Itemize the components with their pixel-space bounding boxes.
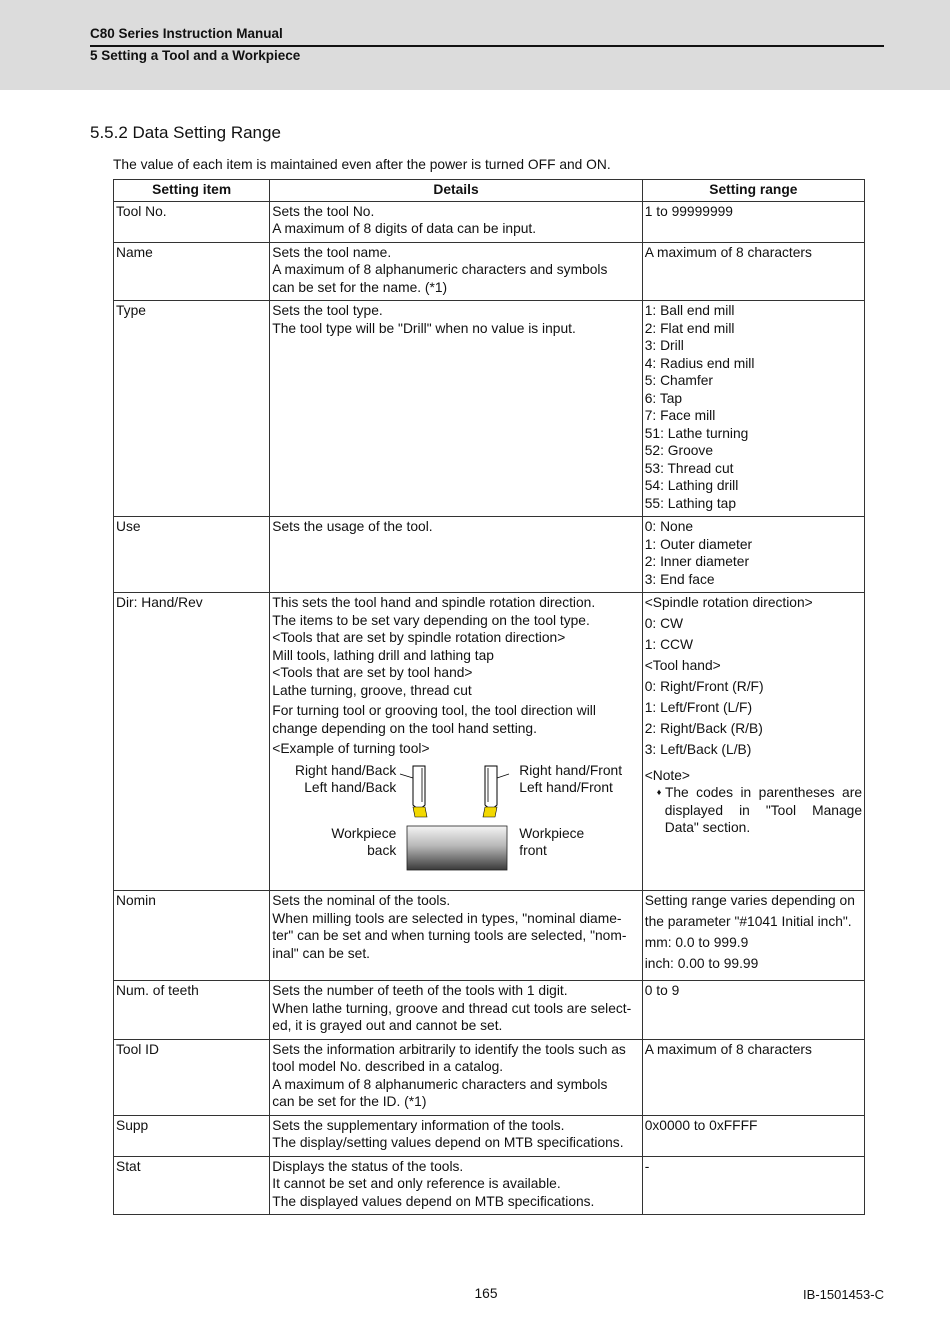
table-row xyxy=(114,301,865,517)
details-line: A maximum of 8 alphanumeric characters and symbols xyxy=(272,262,608,277)
left-tool-icon xyxy=(400,766,427,817)
section-intro: The value of each item is maintained even after the power is turned OFF and ON. xyxy=(113,157,611,172)
note-text: The codes in parentheses are displayed in "Tool Manage Data" section. xyxy=(664,785,862,835)
range-line: 1: CCW xyxy=(644,637,694,652)
note-heading: <Note> xyxy=(644,767,690,783)
setting-range-cell xyxy=(642,242,864,301)
table-row xyxy=(114,201,865,242)
details-cell xyxy=(270,301,642,517)
setting-item-cell: Dir: Hand/Rev xyxy=(114,593,270,891)
details-line: Sets the tool type. xyxy=(272,303,383,318)
range-line: 0x0000 to 0xFFFF xyxy=(644,1117,758,1133)
details-line: This sets the tool hand and spindle rotation direction. xyxy=(272,595,596,610)
range-line: A maximum of 8 characters xyxy=(644,1041,812,1057)
table-row xyxy=(114,593,865,891)
details-cell xyxy=(270,517,642,593)
example-heading: <Example of turning tool> xyxy=(272,741,430,756)
details-line: The tool type will be "Drill" when no value is input. xyxy=(272,320,576,336)
header-divider xyxy=(90,45,884,47)
range-line: 0: None xyxy=(644,519,694,534)
details-cell xyxy=(270,891,642,981)
table-row xyxy=(114,242,865,301)
table-row xyxy=(114,1115,865,1156)
details-line: ed, it is grayed out and cannot be set. xyxy=(272,1018,503,1033)
workpiece-icon xyxy=(407,826,507,870)
range-line: 2: Flat end mill xyxy=(644,320,735,336)
details-line: When lathe turning, groove and thread cut tools are select- xyxy=(272,1000,632,1016)
range-line: 3: Drill xyxy=(644,338,684,353)
header-setting-range: Setting range xyxy=(642,180,864,202)
range-line: 1: Ball end mill xyxy=(644,303,735,318)
range-line: 6: Tap xyxy=(644,390,683,406)
setting-item-cell: Tool No. xyxy=(114,201,270,242)
note-bullet-icon: ♦ xyxy=(656,787,665,797)
setting-item-cell: Stat xyxy=(114,1156,270,1215)
data-setting-range-table xyxy=(113,179,865,1215)
range-line: 2: Inner diameter xyxy=(644,554,750,569)
label-workpiece-front-2: front xyxy=(519,843,547,858)
range-line: 54: Lathing drill xyxy=(644,478,739,493)
range-line: 1 to 99999999 xyxy=(644,203,733,219)
details-line: Sets the supplementary information of the tools. xyxy=(272,1117,565,1133)
note-body xyxy=(645,784,862,837)
table-header-row xyxy=(114,180,865,202)
range-line: mm: 0.0 to 999.9 xyxy=(644,935,749,950)
label-workpiece-front: Workpiece xyxy=(519,825,585,841)
range-line: inch: 0.00 to 99.99 xyxy=(644,956,759,971)
setting-item-cell: Num. of teeth xyxy=(114,981,270,1040)
range-line: 4: Radius end mill xyxy=(644,355,755,371)
details-line: A maximum of 8 digits of data can be input. xyxy=(272,221,537,236)
range-line: 3: End face xyxy=(644,571,715,587)
label-workpiece-back: Workpiece xyxy=(331,825,397,841)
details-cell xyxy=(270,593,642,891)
details-line: Displays the status of the tools. xyxy=(272,1158,464,1174)
setting-range-cell xyxy=(642,981,864,1040)
range-line: - xyxy=(644,1158,650,1174)
header-details: Details xyxy=(270,180,642,202)
setting-range-cell xyxy=(642,301,864,517)
details-line: It cannot be set and only reference is available. xyxy=(272,1176,561,1191)
range-line: 3: Left/Back (L/B) xyxy=(644,742,752,757)
details-line: Sets the nominal of the tools. xyxy=(272,893,451,908)
label-right-hand-back: Right hand/Back xyxy=(295,762,397,778)
range-line: the parameter "#1041 Initial inch". xyxy=(644,914,852,929)
details-line: Sets the number of teeth of the tools with 1 digit. xyxy=(272,983,568,998)
table-row xyxy=(114,981,865,1040)
range-line: 2: Right/Back (R/B) xyxy=(644,721,763,736)
details-line: When milling tools are selected in types, "nominal diame- xyxy=(272,910,622,926)
details-cell xyxy=(270,1039,642,1115)
range-line: 51: Lathe turning xyxy=(644,425,749,441)
label-left-hand-front: Left hand/Front xyxy=(519,780,613,795)
setting-range-cell xyxy=(642,517,864,593)
range-line: 53: Thread cut xyxy=(644,460,734,476)
details-line: Lathe turning, groove, thread cut xyxy=(272,682,472,698)
page-number: 165 xyxy=(474,1286,498,1301)
right-tool-icon xyxy=(483,766,509,817)
label-workpiece-back-2: back xyxy=(367,843,397,858)
label-left-hand-back: Left hand/Back xyxy=(304,780,397,795)
details-cell xyxy=(270,1156,642,1215)
setting-item-cell: Use xyxy=(114,517,270,593)
range-line: 5: Chamfer xyxy=(644,373,713,388)
range-line: 0: Right/Front (R/F) xyxy=(644,679,764,694)
details-line: Sets the information arbitrarily to identify the tools such as xyxy=(272,1041,626,1057)
details-cell xyxy=(270,1115,642,1156)
table-row xyxy=(114,1039,865,1115)
header-setting-item: Setting item xyxy=(114,180,270,202)
details-cell xyxy=(270,981,642,1040)
range-line: <Tool hand> xyxy=(644,658,721,673)
turning-tool-diagram xyxy=(272,762,632,878)
setting-range-cell xyxy=(642,593,864,891)
details-line: Sets the usage of the tool. xyxy=(272,519,433,534)
setting-item-cell: Name xyxy=(114,242,270,301)
range-line: 1: Left/Front (L/F) xyxy=(644,700,753,715)
section-title: 5.5.2 Data Setting Range xyxy=(90,123,281,142)
details-cell xyxy=(270,242,642,301)
setting-item-cell: Tool ID xyxy=(114,1039,270,1115)
details-line: Sets the tool No. xyxy=(272,203,375,219)
setting-range-cell xyxy=(642,891,864,981)
table-row xyxy=(114,517,865,593)
details-line: Mill tools, lathing drill and lathing tap xyxy=(272,647,494,663)
range-line: 0 to 9 xyxy=(644,983,680,998)
details-line: The display/setting values depend on MTB specifications. xyxy=(272,1135,624,1150)
table-row xyxy=(114,1156,865,1215)
range-line: Setting range varies depending on xyxy=(644,893,855,908)
table-row xyxy=(114,891,865,981)
details-line: A maximum of 8 alphanumeric characters and symbols xyxy=(272,1076,608,1092)
range-line: 52: Groove xyxy=(644,443,713,458)
chapter-title: 5 Setting a Tool and a Workpiece xyxy=(90,48,301,63)
details-line: Sets the tool name. xyxy=(272,244,392,260)
details-line: can be set for the ID. (*1) xyxy=(272,1094,427,1109)
details-line: inal" can be set. xyxy=(272,945,370,961)
details-line: For turning tool or grooving tool, the tool direction will xyxy=(272,703,596,718)
details-line: change depending on the tool hand setting. xyxy=(272,720,537,736)
details-line: tool model No. described in a catalog. xyxy=(272,1059,504,1074)
details-cell xyxy=(270,201,642,242)
range-line: 7: Face mill xyxy=(644,408,716,423)
setting-item-cell: Nomin xyxy=(114,891,270,981)
details-line: ter" can be set and when turning tools are selected, "nom- xyxy=(272,928,627,943)
range-line: A maximum of 8 characters xyxy=(644,244,812,260)
details-line: <Tools that are set by tool hand> xyxy=(272,665,473,680)
range-line: 0: CW xyxy=(644,616,684,631)
setting-item-cell: Type xyxy=(114,301,270,517)
setting-range-cell xyxy=(642,1115,864,1156)
range-line: 1: Outer diameter xyxy=(644,536,753,552)
setting-range-cell xyxy=(642,201,864,242)
details-line: The items to be set vary depending on the tool type. xyxy=(272,612,590,628)
details-line: The displayed values depend on MTB specifications. xyxy=(272,1193,595,1209)
details-line: can be set for the name. (*1) xyxy=(272,279,448,295)
setting-range-cell xyxy=(642,1039,864,1115)
setting-item-cell: Supp xyxy=(114,1115,270,1156)
document-id: IB-1501453-C xyxy=(803,1287,884,1302)
range-line: <Spindle rotation direction> xyxy=(644,595,813,610)
manual-title: C80 Series Instruction Manual xyxy=(90,26,283,41)
setting-range-cell xyxy=(642,1156,864,1215)
label-right-hand-front: Right hand/Front xyxy=(519,762,623,778)
range-line: 55: Lathing tap xyxy=(644,495,737,511)
details-line: <Tools that are set by spindle rotation direction> xyxy=(272,630,566,645)
